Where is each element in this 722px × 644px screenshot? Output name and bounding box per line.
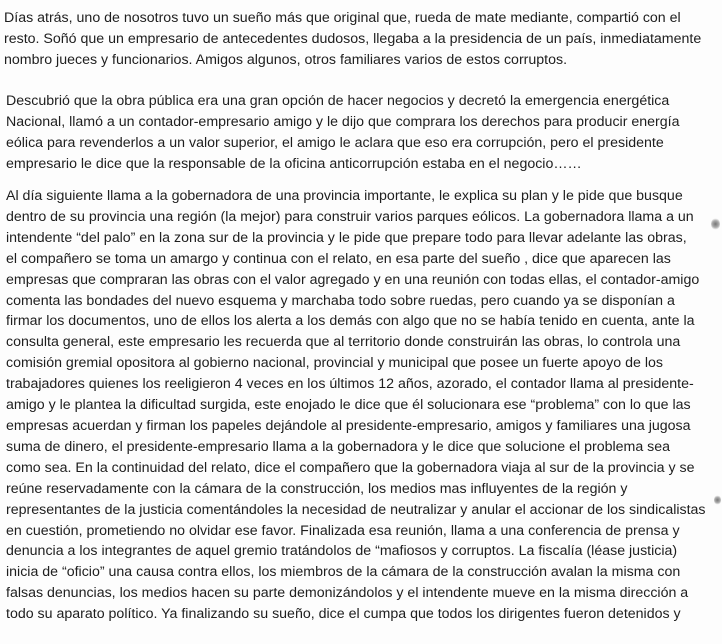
text-line: dentro de su provincia una región (la mejor) para construir varios parques eólicos. La gobernadora llama a un [6,208,694,225]
paragraph-1 [4,8,722,71]
text-line: trabajadores quienes los reeligieron 4 veces en los últimos 12 años, azorado, el contador llama al presidente- [6,376,694,393]
text-line: falsas denuncias, los medios hacen su parte demonizándolos y el intendente mueve en la misma dirección a [6,585,689,602]
text-line: Días atrás, uno de nosotros tuvo un sueño más que original que, rueda de mate mediante, compartió con el [4,10,681,26]
text-line: nombro jueces y funcionarios. Amigos algunos, otros familiares varios de estos corruptos. [4,51,568,68]
scan-speck [714,495,721,505]
text-line: eólica para revenderlos a un valor superior, el amigo le aclara que eso era corrupción, pero el presidente [6,134,664,151]
text-line: comenta las bondades del nuevo esquema y marchaba todo sobre ruedas, pero cuando ya se disponían a [6,292,675,309]
text-line: resto. Soñó que un empresario de antecedentes dudosos, llegaba a la presidencia de un país, inmediatamente [4,30,702,47]
text-line: consulta general, este empresario les recuerda que al territorio donde construirán las obras, lo controla una [6,334,681,351]
paragraph-3 [6,186,722,625]
text-line: denuncia a los integrantes de aquel gremio tratándolos de “mafiosos y corruptos. La fiscalía (léase justicia) [6,543,678,560]
text-line: amigo y le plantea la dificultad surgida, este enojado le dice que él solucionara ese “problema” con lo que las [6,397,691,414]
scan-speck [711,218,720,230]
text-line: inicia de “oficio” una causa contra ellos, los miembros de la cámara de la construcción avalan la misma con [6,564,681,581]
text-line: firmar los documentos, uno de ellos los alerta a los demás con algo que no se había tenido en cuenta, ante la [6,313,695,330]
text-line: Descubrió que la obra pública era una gran opción de hacer negocios y decretó la emergencia energética [6,93,670,109]
text-line: empresas acuerdan y firman los papeles dejándole al presidente-empresario, amigos y familiares una jugosa [6,417,691,434]
text-line: reúne reservadamente con la cámara de la construcción, los medios mas influyentes de la región y [6,480,628,497]
text-line: como sea. En la continuidad del relato, dice el compañero que la gobernadora viaja al sur de la provincia y se [6,459,695,476]
text-line: en cuestión, prometiendo no olvidar ese favor. Finalizada esa reunión, llama a una conferencia de prensa y [6,522,680,539]
text-line: representantes de la justicia comentándoles la necesidad de neutralizar y anular el accionar de los sindicalistas [6,501,706,518]
text-line: el compañero se toma un amargo y continua con el relato, en esa parte del sueño , dice que aparecen las [6,250,671,267]
text-line: Nacional, llamó a un contador-empresario amigo y le dijo que comprara los derechos para producir energía [6,113,680,130]
text-line: intendente “del palo” en la zona sur de la provincia y le pide que prepare todo para llevar adelante las obras, [6,229,687,246]
text-line: empresas que compraran las obras con el valor agregado y en una reunión con todas ellas, el contador-amigo [6,271,700,288]
text-line: Al día siguiente llama a la gobernadora de una provincia importante, le explica su plan y le pide que busque [6,188,683,204]
text-line: suma de dinero, el presidente-empresario llama a la gobernadora y le dice que solucione el problema sea [6,438,671,455]
text-line: comisión gremial opositora al gobierno nacional, provincial y municipal que posee un fuerte apoyo de los [6,355,663,372]
paragraph-2 [6,91,722,175]
text-line: empresario le dice que la responsable de la oficina anticorrupción estaba en el negocio…… [6,155,582,172]
text-line: todo su aparato político. Ya finalizando su sueño, dice el cumpa que todos los dirigentes fueron detenidos y [6,606,681,623]
